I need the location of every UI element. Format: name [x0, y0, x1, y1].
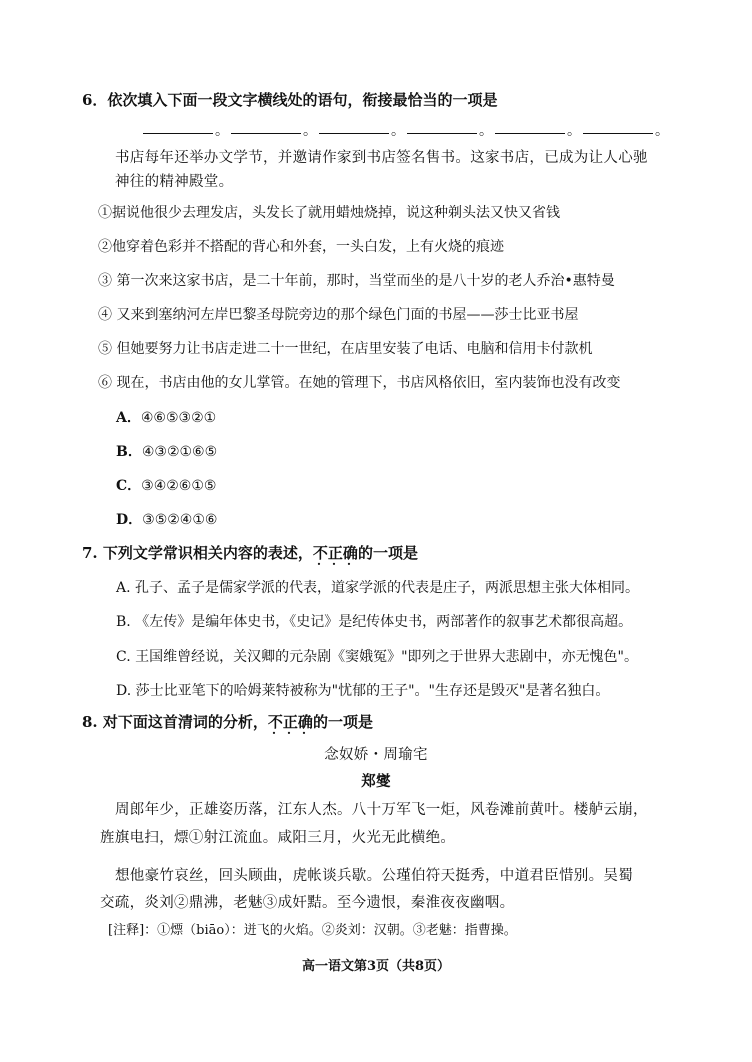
q6-option-c[interactable] [116, 476, 216, 496]
emphasis-char: 确 [342, 544, 358, 562]
blank-3 [319, 133, 389, 134]
blank-period: 。 [479, 123, 493, 139]
q6-stem: 6．依次填入下面一段文字横线处的语句，衔接最恰当的一项是 [82, 91, 498, 109]
q7-option-d[interactable]: D. 莎士比亚笔下的哈姆莱特被称为"忧郁的王子"。"生存还是毁灭"是著名独白。 [116, 683, 610, 699]
q6-option-d[interactable] [116, 510, 217, 530]
option-letter: B． [116, 444, 142, 460]
poem-line: 旌旗电扫，熛①射江流血。咸阳三月，火光无此横绝。 [100, 830, 456, 846]
poem-line: 交疏，炎刘②鼎沸，老魅③成奸黠。至今遗恨，秦淮夜夜幽咽。 [100, 895, 515, 911]
poem-line: 周郎年少，正雄姿历落，江东人杰。八十万军飞一炬，风卷滩前黄叶。楼舻云崩， [115, 802, 648, 818]
page-footer: 高一语文第3页（共8页） [301, 959, 451, 974]
emphasis-char: 正 [327, 544, 343, 562]
option-letter: D． [116, 512, 143, 528]
q7-option-b[interactable]: B. 《左传》是编年体史书，《史记》是纪传体史书，两部著作的叙事艺术都很高超。 [116, 614, 633, 630]
blank-6 [583, 133, 653, 134]
blank-4 [407, 133, 477, 134]
q6-option-a[interactable] [116, 408, 216, 428]
blank-period: 。 [655, 123, 669, 139]
emphasis-char: 不 [267, 713, 283, 731]
blank-period: 。 [215, 123, 229, 139]
emphasis-char: 不 [312, 544, 328, 562]
q6-sentence-6: ⑥ 现在，书店由他的女儿掌管。在她的管理下，书店风格依旧，室内装饰也没有改变 [98, 375, 621, 391]
blank-period: 。 [391, 123, 405, 139]
poem-line: 想他豪竹哀丝，回头顾曲，虎帐谈兵歇。公瑾伯符天挺秀，中道君臣惜别。吴蜀 [115, 868, 633, 884]
q6-passage-line: 书店每年还举办文学节，并邀请作家到书店签名售书。这家书店，已成为让人心驰 [115, 150, 648, 166]
option-text: ④⑥⑤③②① [140, 410, 217, 426]
option-letter: A． [116, 410, 141, 426]
poem-title: 念奴娇・周瑜宅 [324, 747, 428, 763]
q6-option-b[interactable] [116, 442, 217, 462]
emphasis-char: 正 [282, 713, 298, 731]
q8-stem-pre: 8. 对下面这首清词的分析， [82, 713, 268, 731]
q8-stem [82, 712, 373, 732]
option-text: ③④②⑥①⑤ [141, 478, 217, 494]
option-text: ④③②①⑥⑤ [141, 444, 218, 460]
blank-2 [231, 133, 301, 134]
q6-sentence-5: ⑤ 但她要努力让书店走进二十一世纪，在店里安装了电话、电脑和信用卡付款机 [98, 341, 593, 357]
q6-sentence-1: ①据说他很少去理发店，头发长了就用蜡烛烧掉，说这种剃头法又快又省钱 [98, 205, 560, 221]
q7-option-c[interactable]: C. 王国维曾经说，关汉卿的元杂剧《窦娥冤》"即列之于世界大悲剧中，亦无愧色"。 [116, 649, 638, 665]
q6-passage-line: 神往的精神殿堂。 [115, 174, 234, 190]
poem-note: [注释]：①熛（biāo）：迸飞的火焰。②炎刘：汉朝。③老魅：指曹操。 [108, 923, 517, 938]
poem-author: 郑燮 [361, 773, 391, 790]
blank-5 [495, 133, 565, 134]
blank-1 [143, 133, 213, 134]
q7-stem-post: 的一项是 [357, 544, 418, 562]
q6-blanks [143, 119, 673, 141]
q6-sentence-3: ③ 第一次来这家书店，是二十年前，那时，当堂而坐的是八十岁的老人乔治•惠特曼 [98, 273, 615, 289]
q6-sentence-2: ②他穿着色彩并不搭配的背心和外套，一头白发，上有火烧的痕迹 [98, 239, 504, 255]
emphasis-char: 确 [297, 713, 313, 731]
blank-period: 。 [567, 123, 581, 139]
option-letter: C． [116, 478, 142, 494]
q7-option-a[interactable]: A. 孔子、孟子是儒家学派的代表，道家学派的代表是庄子，两派思想主张大体相同。 [116, 580, 640, 596]
q7-stem [82, 543, 418, 563]
option-text: ③⑤②④①⑥ [142, 512, 218, 528]
blank-period: 。 [303, 123, 317, 139]
q6-sentence-4: ④ 又来到塞纳河左岸巴黎圣母院旁边的那个绿色门面的书屋——莎士比亚书屋 [98, 307, 579, 323]
q8-stem-post: 的一项是 [312, 713, 373, 731]
q7-stem-pre: 7. 下列文学常识相关内容的表述， [82, 544, 313, 562]
